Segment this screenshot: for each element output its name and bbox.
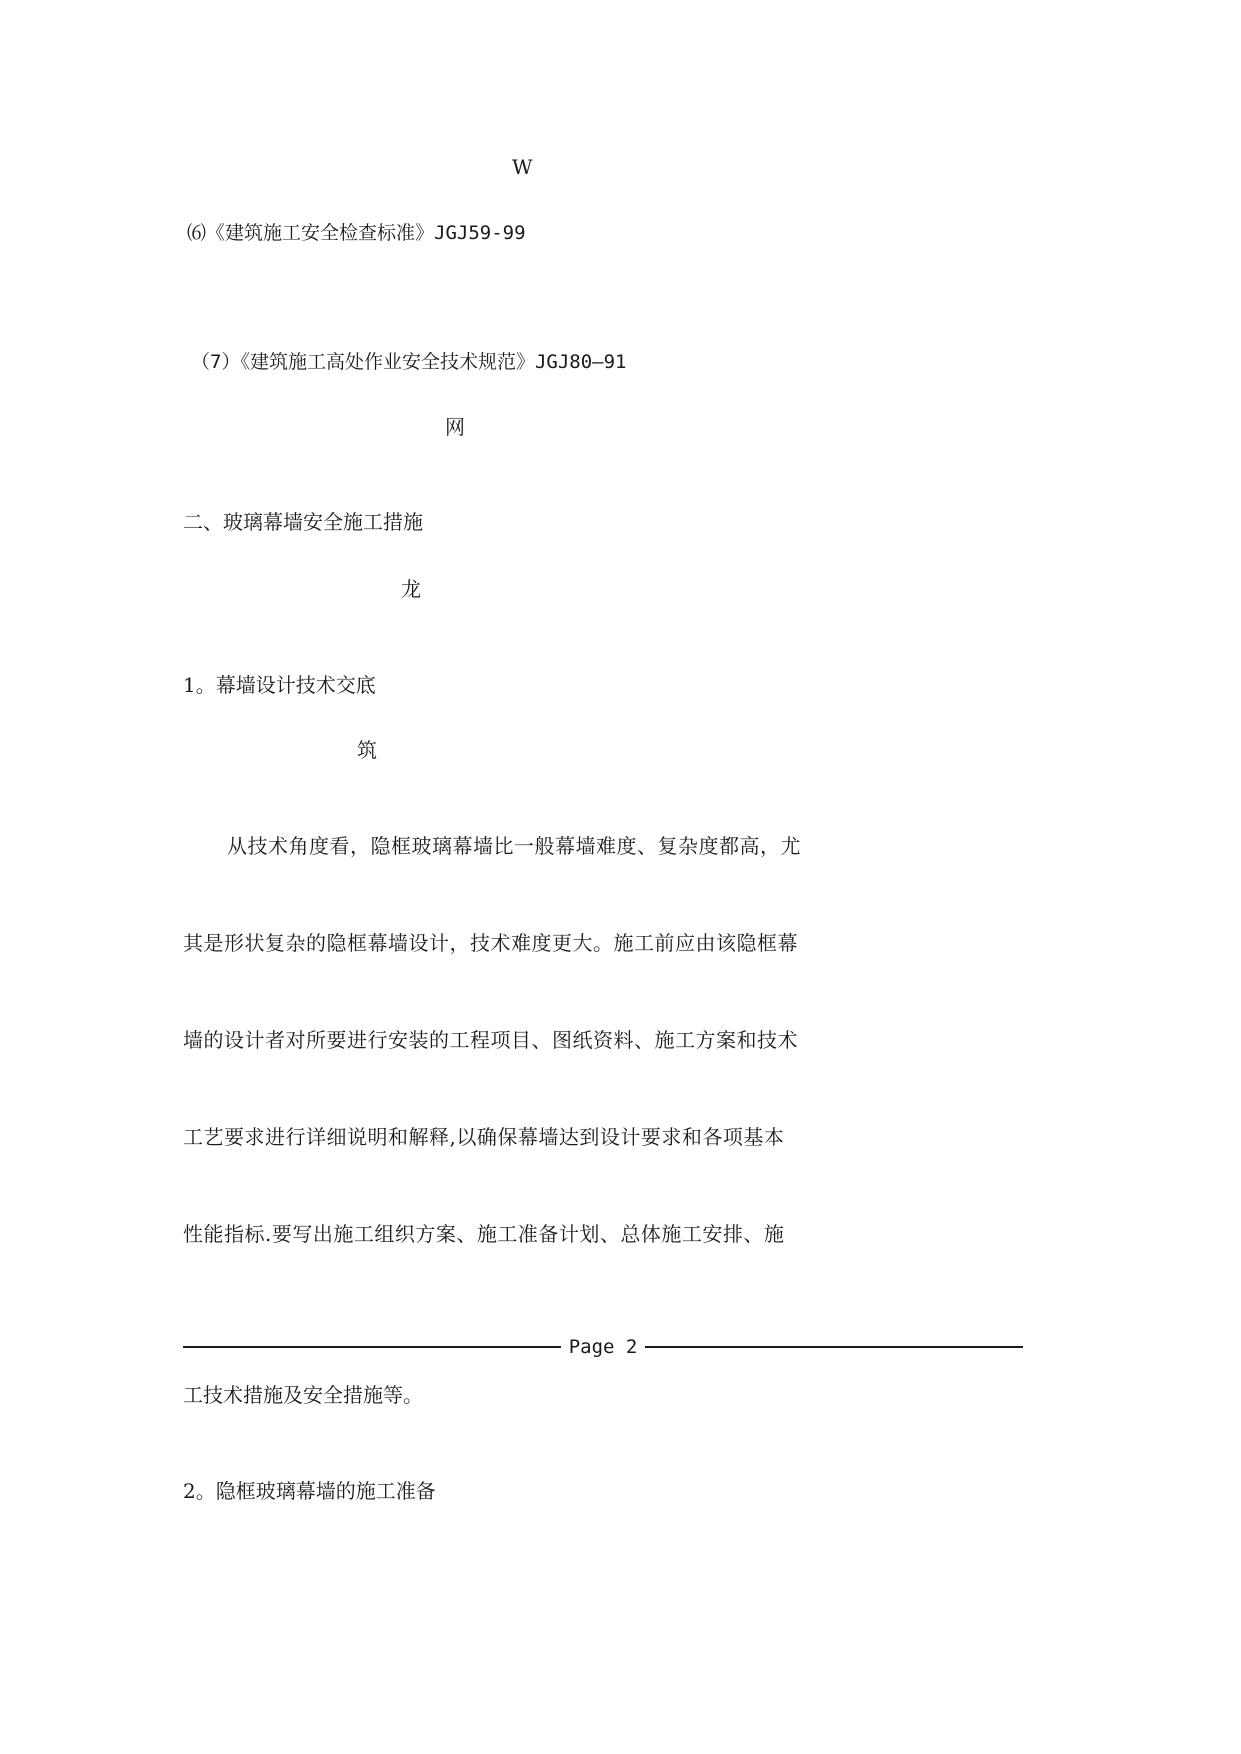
watermark-char: 筑 xyxy=(357,738,377,762)
paragraph-line: 工技术措施及安全措施等。 xyxy=(183,1383,423,1407)
footer-rule-left xyxy=(183,1346,561,1348)
section-heading: 二、玻璃幕墙安全施工措施 xyxy=(183,510,423,534)
paragraph-line: 工艺要求进行详细说明和解释,以确保幕墙达到设计要求和各项基本 xyxy=(183,1125,785,1149)
paragraph-line: 墙的设计者对所要进行安装的工程项目、图纸资料、施工方案和技术 xyxy=(183,1028,798,1052)
watermark-char: 网 xyxy=(445,415,465,439)
paragraph-line: 性能指标.要写出施工组织方案、施工准备计划、总体施工安排、施 xyxy=(183,1222,785,1246)
reference-item: ⑹《建筑施工安全检查标准》JGJ59-99 xyxy=(187,222,526,244)
paragraph-line: 从技术角度看，隐框玻璃幕墙比一般幕墙难度、复杂度都高，尤 xyxy=(227,834,801,858)
watermark-char: W xyxy=(512,155,533,179)
reference-item: （7）《建筑施工高处作业安全技术规范》JGJ80—91 xyxy=(191,351,627,373)
watermark-char: 龙 xyxy=(401,577,421,601)
subsection-heading: 1。幕墙设计技术交底 xyxy=(183,673,376,697)
page-footer xyxy=(183,1335,1023,1359)
paragraph-line: 其是形状复杂的隐框幕墙设计，技术难度更大。施工前应由该隐框幕 xyxy=(183,931,798,955)
page-number: Page 2 xyxy=(568,1336,638,1358)
subsection-heading: 2。隐框玻璃幕墙的施工准备 xyxy=(183,1479,436,1503)
footer-rule-right xyxy=(645,1346,1023,1348)
